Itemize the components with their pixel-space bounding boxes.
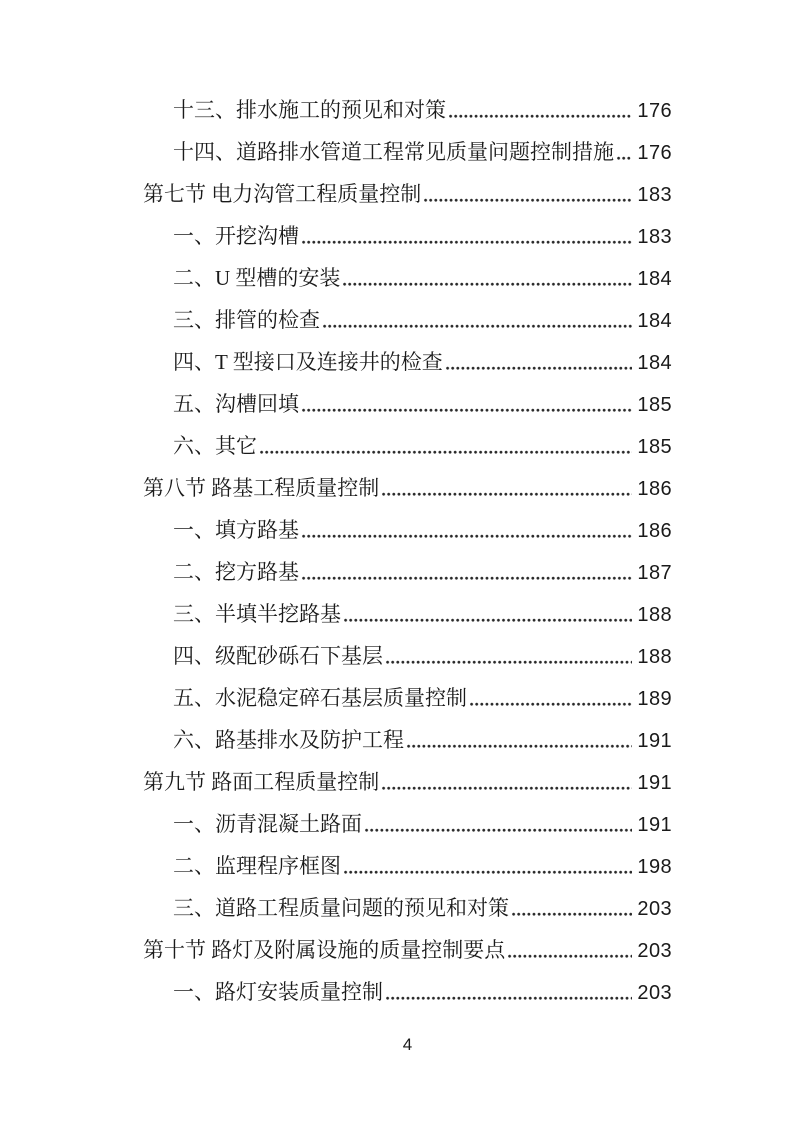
toc-entry-label: 五、沟槽回填	[173, 392, 299, 416]
toc-leader-dots	[382, 492, 632, 496]
toc-entry-label: 五、水泥稳定碎石基层质量控制	[173, 686, 467, 710]
toc-entry-label: 第七节 电力沟管工程质量控制	[143, 182, 422, 206]
toc-entry-page: 203	[637, 982, 672, 1004]
toc-entry-page: 176	[637, 142, 672, 164]
toc-entry-page: 176	[637, 100, 672, 122]
toc-entry-page: 191	[637, 730, 672, 752]
toc-entry-page: 184	[637, 268, 672, 290]
toc-entry[interactable]	[143, 551, 672, 593]
toc-entry-page: 203	[637, 898, 672, 920]
toc-leader-dots	[508, 954, 632, 958]
toc-entry[interactable]	[143, 425, 672, 467]
toc-entry[interactable]	[143, 131, 672, 173]
toc-entry-label: 第九节 路面工程质量控制	[143, 770, 380, 794]
toc-entry-label: 四、级配砂砾石下基层	[173, 644, 383, 668]
page-number: 4	[402, 1035, 413, 1054]
toc-leader-dots	[617, 156, 632, 160]
toc-entry[interactable]	[143, 467, 672, 509]
toc-leader-dots	[260, 450, 632, 454]
toc-entry-label: 三、半填半挖路基	[173, 602, 341, 626]
toc-leader-dots	[302, 534, 632, 538]
toc-leader-dots	[302, 408, 632, 412]
toc-entry[interactable]	[143, 761, 672, 803]
toc-entry[interactable]	[143, 593, 672, 635]
toc-entry[interactable]	[143, 509, 672, 551]
toc-entry-page: 184	[637, 352, 672, 374]
toc-entry-label: 二、U 型槽的安装	[173, 266, 341, 290]
toc-entry-page: 189	[637, 688, 672, 710]
toc-leader-dots	[446, 366, 633, 370]
toc-leader-dots	[424, 198, 632, 202]
toc-leader-dots	[386, 660, 632, 664]
toc-entry[interactable]	[143, 635, 672, 677]
toc-entry[interactable]	[143, 803, 672, 845]
toc-leader-dots	[407, 744, 632, 748]
toc-leader-dots	[365, 828, 632, 832]
toc-entry[interactable]	[143, 257, 672, 299]
toc-leader-dots	[386, 996, 632, 1000]
toc-entry-label: 一、填方路基	[173, 518, 299, 542]
toc-entry[interactable]	[143, 887, 672, 929]
toc-entry-label: 一、路灯安装质量控制	[173, 980, 383, 1004]
toc-entry-label: 六、其它	[173, 434, 257, 458]
toc-entry-label: 第十节 路灯及附属设施的质量控制要点	[143, 938, 506, 962]
toc-entry[interactable]	[143, 845, 672, 887]
toc-entry-page: 186	[637, 478, 672, 500]
toc-entry-page: 183	[637, 184, 672, 206]
toc-entry-label: 十四、道路排水管道工程常见质量问题控制措施	[173, 140, 614, 164]
toc-leader-dots	[512, 912, 632, 916]
toc-entry[interactable]	[143, 677, 672, 719]
toc-entry[interactable]	[143, 341, 672, 383]
toc-entry[interactable]	[143, 173, 672, 215]
toc-entry-label: 四、T 型接口及连接井的检查	[173, 350, 443, 374]
toc-leader-dots	[343, 282, 632, 286]
toc-entry-label: 三、道路工程质量问题的预见和对策	[173, 896, 509, 920]
toc-entry-page: 185	[637, 436, 672, 458]
toc-entry[interactable]	[143, 383, 672, 425]
toc-entry[interactable]	[143, 89, 672, 131]
table-of-contents	[143, 89, 672, 1013]
toc-entry-page: 188	[637, 646, 672, 668]
toc-entry-page: 184	[637, 310, 672, 332]
toc-entry-label: 二、监理程序框图	[173, 854, 341, 878]
toc-leader-dots	[382, 786, 632, 790]
toc-entry-label: 三、排管的检查	[173, 308, 320, 332]
page-footer	[143, 1033, 672, 1057]
toc-entry-label: 十三、排水施工的预见和对策	[173, 98, 446, 122]
toc-entry-label: 第八节 路基工程质量控制	[143, 476, 380, 500]
toc-entry-label: 二、挖方路基	[173, 560, 299, 584]
toc-entry-page: 186	[637, 520, 672, 542]
toc-leader-dots	[470, 702, 632, 706]
toc-entry-page: 187	[637, 562, 672, 584]
toc-entry-page: 203	[637, 940, 672, 962]
toc-leader-dots	[344, 870, 632, 874]
toc-entry-page: 198	[637, 856, 672, 878]
toc-entry-page: 185	[637, 394, 672, 416]
toc-entry[interactable]	[143, 719, 672, 761]
toc-entry[interactable]	[143, 929, 672, 971]
toc-entry-page: 191	[637, 814, 672, 836]
toc-entry[interactable]	[143, 971, 672, 1013]
toc-entry[interactable]	[143, 299, 672, 341]
toc-leader-dots	[323, 324, 632, 328]
toc-entry-label: 一、沥青混凝土路面	[173, 812, 362, 836]
toc-leader-dots	[302, 576, 632, 580]
toc-leader-dots	[449, 114, 632, 118]
toc-entry-page: 188	[637, 604, 672, 626]
toc-entry-label: 六、路基排水及防护工程	[173, 728, 404, 752]
toc-leader-dots	[302, 240, 632, 244]
toc-entry[interactable]	[143, 215, 672, 257]
toc-leader-dots	[344, 618, 632, 622]
toc-entry-label: 一、开挖沟槽	[173, 224, 299, 248]
toc-entry-page: 183	[637, 226, 672, 248]
toc-entry-page: 191	[637, 772, 672, 794]
